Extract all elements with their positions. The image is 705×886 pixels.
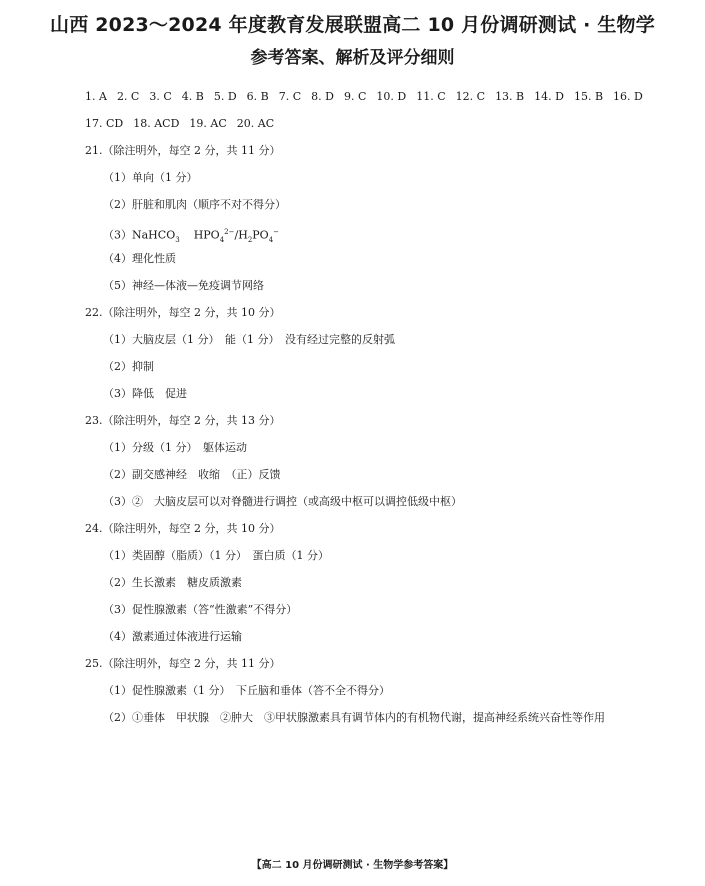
q22-answer-2: （2）抑制	[103, 360, 154, 373]
po4-text: PO	[252, 228, 269, 242]
mc-answer: 17. CD	[85, 117, 124, 130]
q22-answer-1: （1）大脑皮层（1 分） 能（1 分） 没有经过完整的反射弧	[103, 333, 395, 346]
q21-header: 21.（除注明外，每空 2 分，共 11 分）	[85, 144, 281, 157]
mc-answer: 7. C	[278, 90, 302, 103]
q23-answer-2: （2）副交感神经 收缩 （正）反馈	[103, 468, 281, 481]
superscript: 2−	[224, 228, 235, 236]
q22-answer-3: （3）降低 促进	[103, 387, 187, 400]
q24-header: 24.（除注明外，每空 2 分，共 10 分）	[85, 522, 281, 535]
q23-header: 23.（除注明外，每空 2 分，共 13 分）	[85, 414, 281, 427]
h2po4-prefix: /H	[234, 228, 248, 242]
mc-answer: 11. C	[416, 90, 446, 103]
q24-answer-1: （1）类固醇（脂质）（1 分） 蛋白质（1 分）	[103, 549, 329, 562]
q25-header: 25.（除注明外，每空 2 分，共 11 分）	[85, 657, 281, 670]
q21-answer-1: （1）单向（1 分）	[103, 171, 198, 184]
mc-answer: 9. C	[343, 90, 367, 103]
mc-answer: 3. C	[149, 90, 172, 103]
mc-answer: 2. C	[116, 90, 140, 103]
q23-answer-3: （3）② 大脑皮层可以对脊髓进行调控（或高级中枢可以调控低级中枢）	[103, 495, 462, 508]
mc-answers-row-2	[85, 115, 685, 142]
mc-answer: 6. B	[246, 90, 269, 103]
mc-answer: 10. D	[376, 90, 407, 103]
q21-answer-4: （4）理化性质	[103, 252, 176, 265]
page-footer: 【高二 10 月份调研测试 · 生物学参考答案】	[251, 860, 454, 871]
mc-answer: 19. AC	[189, 117, 227, 130]
nahco3-text: （3）NaHCO	[103, 228, 176, 242]
mc-answer: 16. D	[613, 90, 643, 103]
subscript: 4	[219, 235, 225, 244]
q24-answer-4: （4）激素通过体液进行运输	[103, 630, 242, 643]
superscript: −	[273, 228, 280, 236]
q24-answer-2: （2）生长激素 糖皮质激素	[103, 576, 242, 589]
q25-answer-2: （2）①垂体 甲状腺 ②肿大 ③甲状腺激素具有调节体内的有机物代谢，提高神经系统兴奋性等作用	[103, 711, 605, 724]
document-subtitle: 参考答案、解析及评分细则	[250, 48, 455, 68]
mc-answer: 18. ACD	[133, 117, 180, 130]
mc-answer: 4. B	[181, 90, 204, 103]
mc-answer: 14. D	[534, 90, 564, 103]
q22-header: 22.（除注明外，每空 2 分，共 10 分）	[85, 306, 281, 319]
q21-answer-5: （5）神经—体液—免疫调节网络	[103, 279, 264, 292]
mc-answer: 13. B	[495, 90, 525, 103]
q21-answer-3	[85, 223, 685, 250]
document-title: 山西 2023～2024 年度教育发展联盟高二 10 月份调研测试 · 生物学	[50, 14, 655, 36]
mc-answer: 20. AC	[236, 117, 275, 130]
hpo4-text: HPO	[193, 228, 220, 242]
subscript: 4	[268, 235, 274, 244]
mc-answer: 8. D	[311, 90, 334, 103]
mc-answer: 15. B	[573, 90, 604, 103]
q25-answer-1: （1）促性腺激素（1 分） 下丘脑和垂体（答不全不得分）	[103, 684, 390, 697]
mc-answer: 5. D	[213, 90, 237, 103]
mc-answer: 1. A	[85, 90, 107, 103]
q21-answer-2: （2）肝脏和肌肉（顺序不对不得分）	[103, 198, 286, 211]
mc-answers-row-1	[85, 88, 685, 115]
q24-answer-3: （3）促性腺激素（答“性激素”不得分）	[103, 603, 298, 616]
mc-answer: 12. C	[455, 90, 486, 103]
subscript: 2	[247, 235, 253, 244]
subscript: 3	[175, 235, 180, 244]
answer-content	[85, 88, 685, 736]
q23-answer-1: （1）分级（1 分） 躯体运动	[103, 441, 247, 454]
